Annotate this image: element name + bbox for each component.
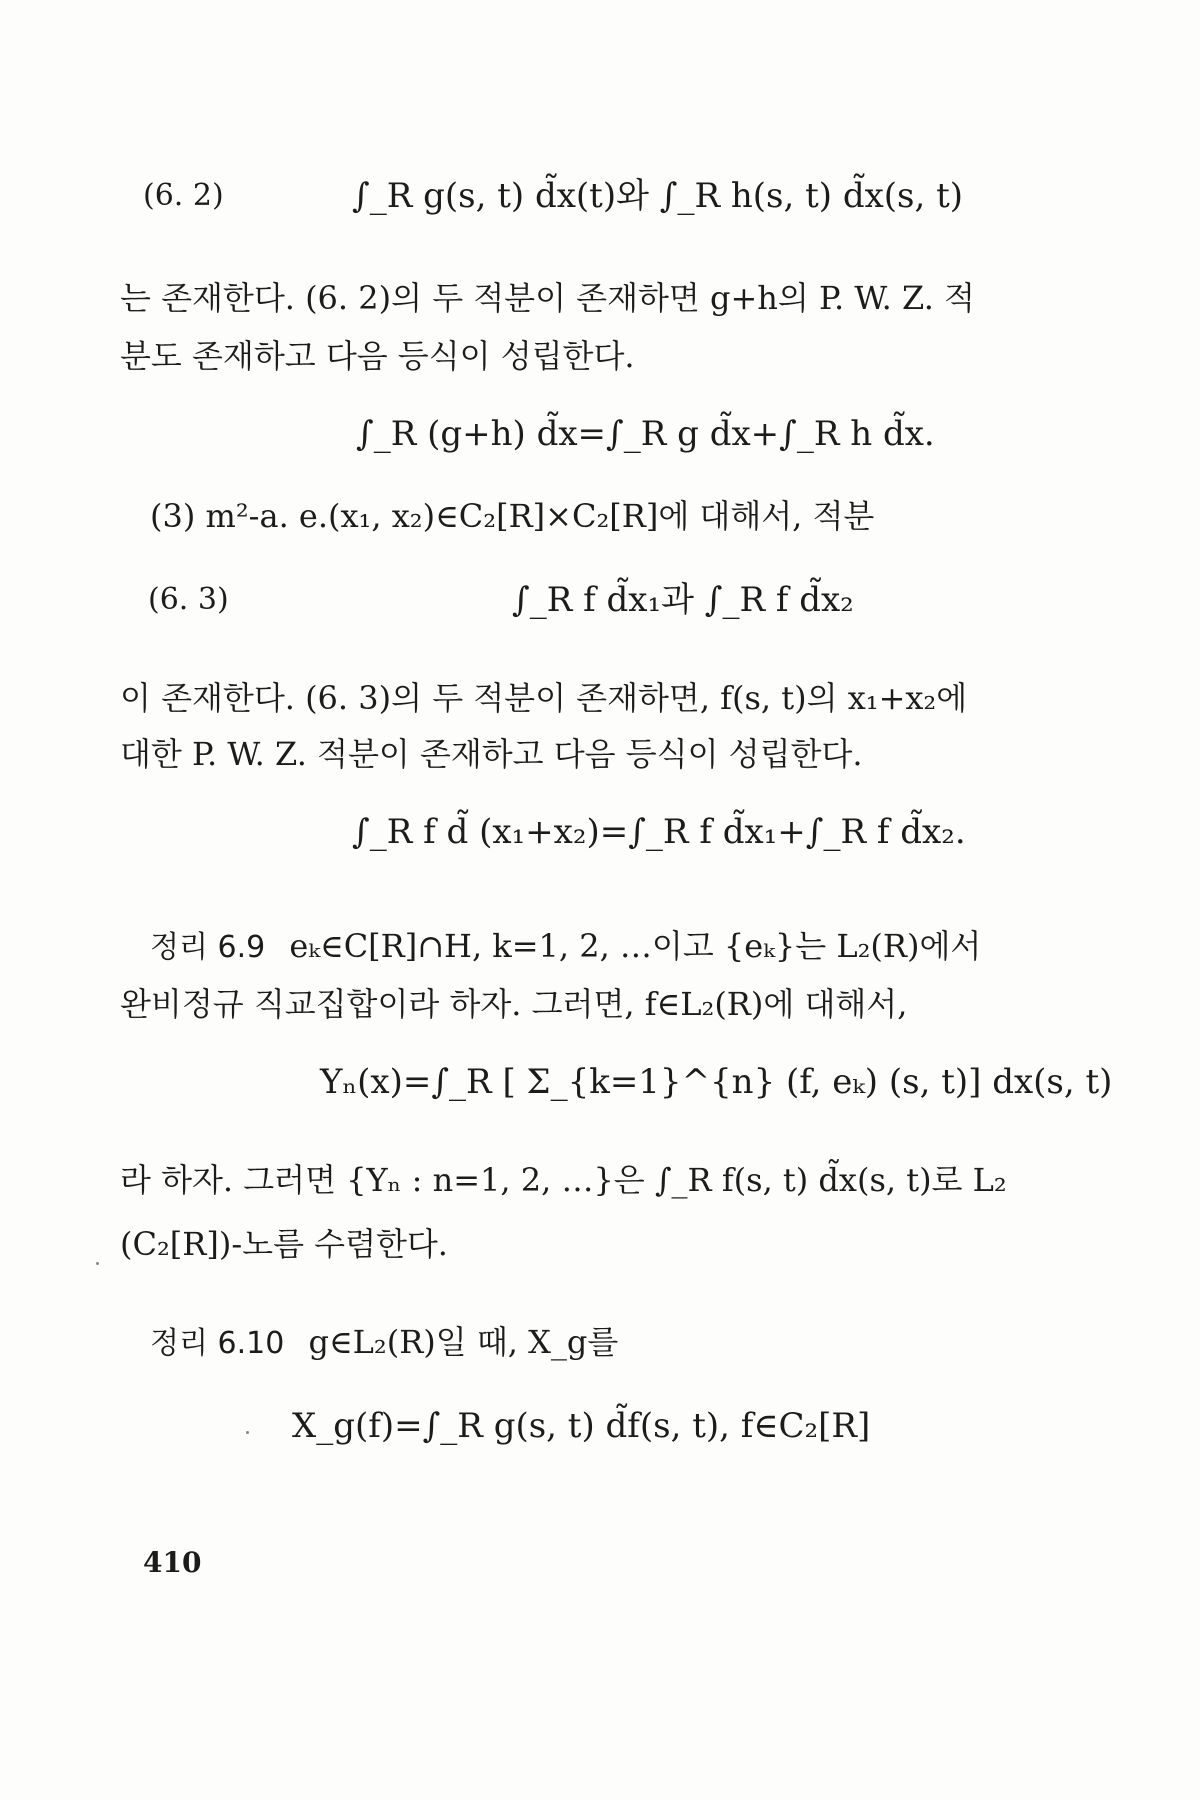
theorem-6-10 <box>150 1322 1050 1364</box>
speck-mark <box>246 1431 249 1434</box>
equation-label-6-3: (6. 3) <box>148 582 229 617</box>
equation-x1-x2: ∫_R f d̃ (x₁+x₂)=∫_R f d̃x₁+∫_R f d̃x₂. <box>352 812 966 852</box>
theorem-text: g∈L₂(R)일 때, X_g를 <box>308 1323 619 1361</box>
equation-sum: ∫_R (g+h) d̃x=∫_R g d̃x+∫_R h d̃x. <box>356 414 935 454</box>
equation-6-3: ∫_R f d̃x₁과 ∫_R f d̃x₂ <box>512 580 854 620</box>
paragraph-line: 분도 존재하고 다음 등식이 성립한다. <box>120 337 635 375</box>
paragraph-line: 는 존재한다. (6. 2)의 두 적분이 존재하면 g+h의 P. W. Z. 적 <box>120 279 975 317</box>
page-number: 410 <box>143 1546 202 1579</box>
paragraph-line: 이 존재한다. (6. 3)의 두 적분이 존재하면, f(s, t)의 x₁+x₂에 <box>120 679 968 717</box>
equation-Yn: Yₙ(x)=∫_R [ Σ_{k=1}^{n} (f, eₖ) (s, t)] dx(s, t) <box>320 1062 1113 1102</box>
equation-6-2: ∫_R g(s, t) d̃x(t)와 ∫_R h(s, t) d̃x(s, t) <box>352 176 964 216</box>
speck-mark <box>96 1262 99 1265</box>
item-3: (3) m²-a. e.(x₁, x₂)∈C₂[R]×C₂[R]에 대해서, 적분 <box>150 497 875 535</box>
equation-Xg: X_g(f)=∫_R g(s, t) d̃f(s, t), f∈C₂[R] <box>292 1406 871 1446</box>
theorem-title: 정리 6.10 <box>150 1326 285 1361</box>
paragraph-line: (C₂[R])-노름 수렴한다. <box>120 1225 448 1263</box>
paragraph-line: 대한 P. W. Z. 적분이 존재하고 다음 등식이 성립한다. <box>120 735 863 773</box>
theorem-text: eₖ∈C[R]∩H, k=1, 2, …이고 {eₖ}는 L₂(R)에서 <box>289 927 982 965</box>
theorem-title: 정리 6.9 <box>150 930 266 965</box>
equation-label-6-2: (6. 2) <box>143 178 224 213</box>
paragraph-line: 라 하자. 그러면 {Yₙ : n=1, 2, …}은 ∫_R f(s, t) d̃x(s, t)로 L₂ <box>120 1161 1007 1199</box>
paragraph-line: 완비정규 직교집합이라 하자. 그러면, f∈L₂(R)에 대해서, <box>120 985 908 1023</box>
theorem-6-9 <box>150 926 1050 968</box>
